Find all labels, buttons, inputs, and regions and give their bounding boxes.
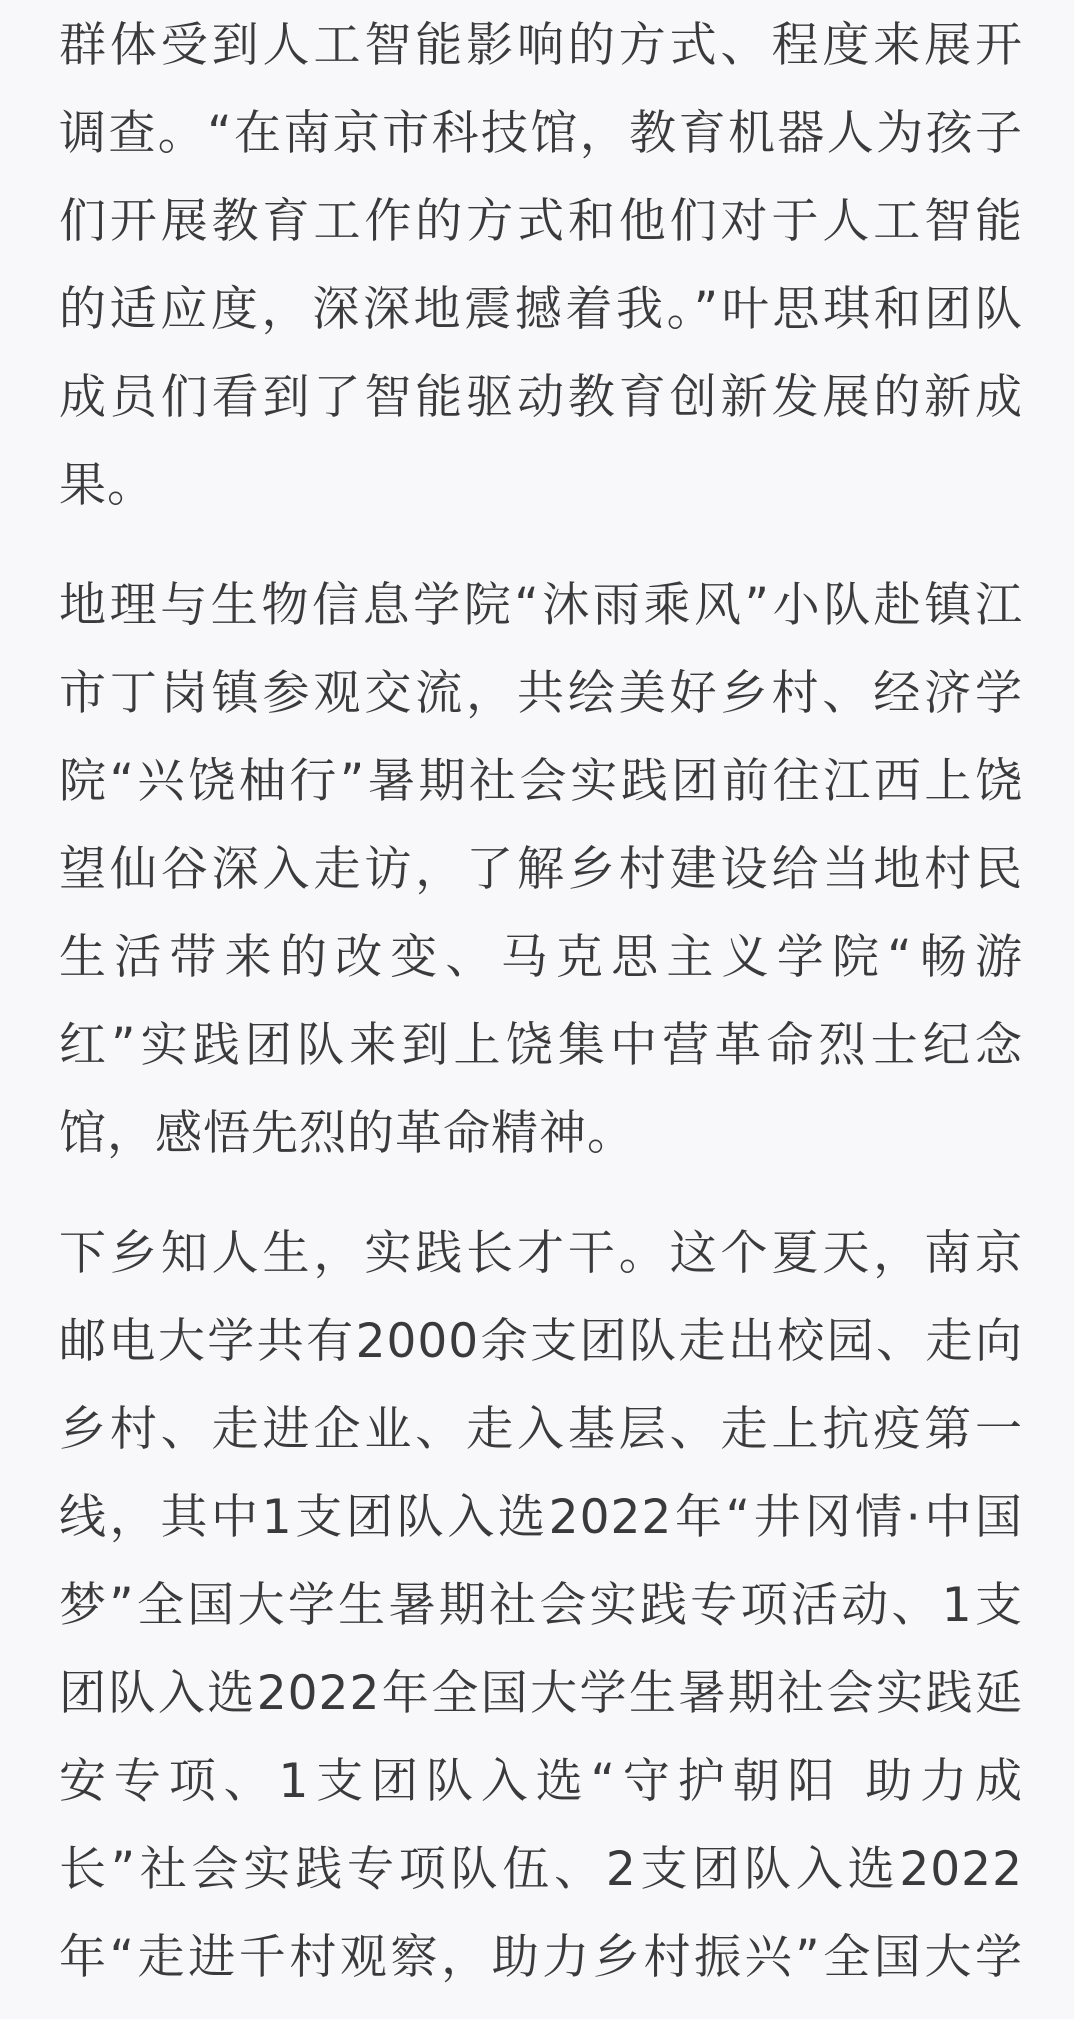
paragraph-line: 院“兴饶柚行”暑期社会实践团前往江西上饶	[59, 754, 1023, 809]
paragraph-line: 的适应度，深深地震撼着我。”叶思琪和团队	[59, 282, 1023, 337]
paragraph-line: 市丁岗镇参观交流，共绘美好乡村、经济学	[59, 666, 1023, 721]
paragraph-line: 安专项、1支团队入选“守护朝阳 助力成	[59, 1754, 1023, 1809]
paragraph-line: 果。	[59, 458, 155, 513]
paragraph-line: 红”实践团队来到上饶集中营革命烈士纪念	[59, 1018, 1023, 1073]
paragraph-practice-teams	[59, 562, 1023, 1178]
paragraph-line: 乡村、走进企业、走入基层、走上抗疫第一	[59, 1402, 1023, 1457]
article-body	[0, 2, 1074, 2019]
paragraph-line: 馆，感悟先烈的革命精神。	[59, 1106, 635, 1161]
paragraph-line: 下乡知人生，实践长才干。这个夏天，南京	[59, 1226, 1023, 1281]
paragraph-line: 梦”全国大学生暑期社会实践专项活动、1支	[59, 1578, 1023, 1633]
paragraph-line: 成员们看到了智能驱动教育创新发展的新成	[59, 370, 1023, 425]
paragraph-line: 团队入选2022年全国大学生暑期社会实践延	[59, 1666, 1023, 1721]
paragraph-line: 线，其中1支团队入选2022年“井冈情·中国	[59, 1490, 1023, 1545]
paragraph-summer-summary	[59, 1210, 1023, 2002]
paragraph-line: 望仙谷深入走访，了解乡村建设给当地村民	[59, 842, 1023, 897]
paragraph-line: 年“走进千村观察，助力乡村振兴”全国大学	[59, 1930, 1023, 1985]
paragraph-line: 群体受到人工智能影响的方式、程度来展开	[59, 18, 1023, 73]
paragraph-line: 生活带来的改变、马克思主义学院“畅游	[59, 930, 1023, 985]
paragraph-ai-survey	[59, 2, 1023, 530]
paragraph-line: 们开展教育工作的方式和他们对于人工智能	[59, 194, 1023, 249]
paragraph-line: 地理与生物信息学院“沐雨乘风”小队赴镇江	[59, 578, 1023, 633]
paragraph-line: 邮电大学共有2000余支团队走出校园、走向	[59, 1314, 1023, 1369]
paragraph-line: 调查。“在南京市科技馆，教育机器人为孩子	[59, 106, 1023, 161]
paragraph-line: 长”社会实践专项队伍、2支团队入选2022	[59, 1842, 1023, 1897]
